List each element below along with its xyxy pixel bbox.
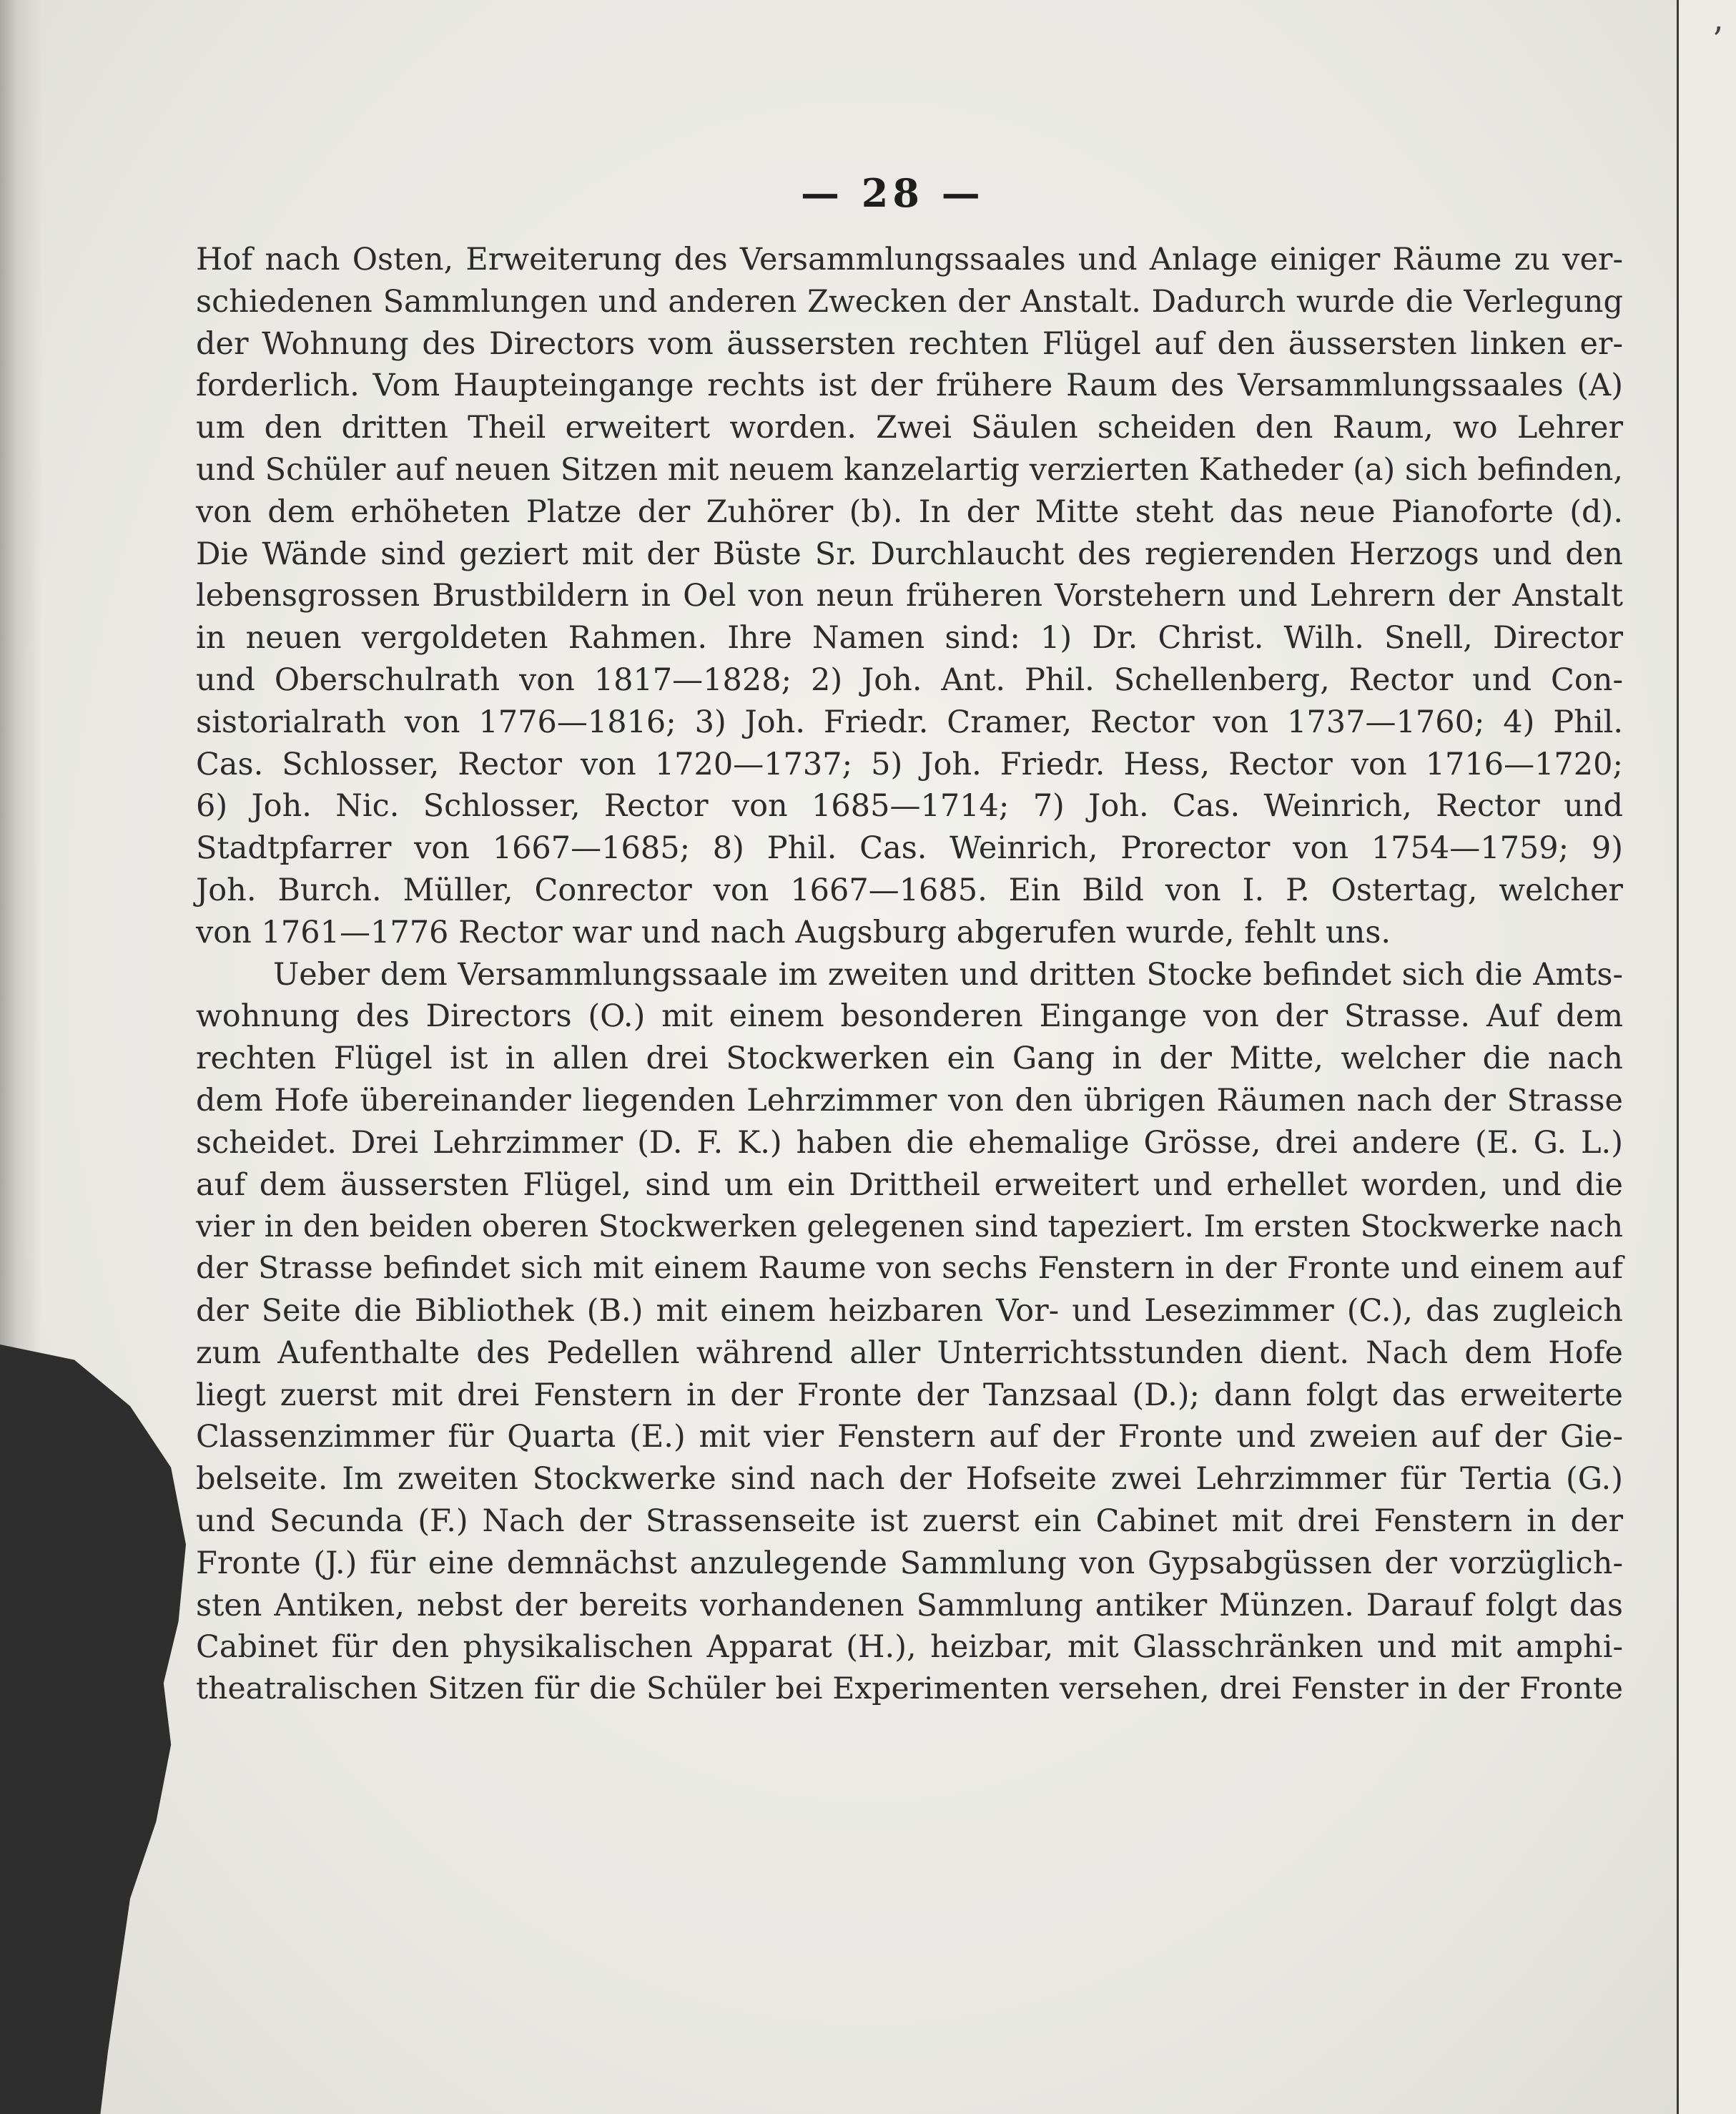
text-line: auf dem äussersten Flügel, sind um ein Drittheil erweitert und erhellet worden, und die [196, 1166, 1623, 1203]
bleed-through-mark: ’ [1712, 20, 1723, 60]
text-line: und Schüler auf neuen Sitzen mit neuem kanzelartig verzierten Katheder (a) sich befinden, [196, 451, 1623, 488]
text-line: sten Antiken, nebst der bereits vorhandenen Sammlung antiker Münzen. Darauf folgt das [196, 1587, 1623, 1623]
text-line: lebensgrossen Brustbildern in Oel von neun früheren Vorstehern und Lehrern der Anstalt [196, 578, 1623, 614]
text-line: und Secunda (F.) Nach der Strassenseite ist zuerst ein Cabinet mit drei Fenstern in der [196, 1503, 1623, 1539]
text-line: rechten Flügel ist in allen drei Stockwerken ein Gang in der Mitte, welcher die nach [196, 1041, 1623, 1077]
text-line: schiedenen Sammlungen und anderen Zwecken der Anstalt. Dadurch wurde die Verlegung [196, 283, 1623, 320]
text-line: Cabinet für den physikalischen Apparat (H.), heizbar, mit Glasschränken und mit amphi- [196, 1629, 1623, 1666]
text-line: der Strasse befindet sich mit einem Raume von sechs Fenstern in der Fronte und einem auf [196, 1251, 1623, 1287]
text-line: Classenzimmer für Quarta (E.) mit vier Fenstern auf der Fronte und zweien auf der Gie- [196, 1419, 1623, 1455]
text-line: Cas. Schlosser, Rector von 1720—1737; 5) Joh. Friedr. Hess, Rector von 1716—1720; [196, 746, 1623, 782]
text-line: von 1761—1776 Rector war und nach Augsburg abgerufen wurde, fehlt uns. [196, 914, 1391, 950]
text-line: der Wohnung des Directors vom äussersten rechten Flügel auf den äussersten linken er- [196, 325, 1623, 362]
text-line: zum Aufenthalte des Pedellen während aller Unterrichtsstunden dient. Nach dem Hofe [196, 1334, 1623, 1371]
text-line: Hof nach Osten, Erweiterung des Versammlungssaales und Anlage einiger Räume zu ver- [196, 242, 1623, 277]
text-line: 6) Joh. Nic. Schlosser, Rector von 1685—1714; 7) Joh. Cas. Weinrich, Rector und [196, 788, 1623, 825]
text-line: Fronte (J.) für eine demnächst anzulegende Sammlung von Gypsabgüssen der vorzüglich- [196, 1545, 1623, 1581]
text-line: wohnung des Directors (O.) mit einem besonderen Eingange von der Strasse. Auf dem [196, 998, 1623, 1035]
text-line: Joh. Burch. Müller, Conrector von 1667—1685. Ein Bild von I. P. Ostertag, welcher [196, 872, 1623, 908]
text-line: der Seite die Bibliothek (B.) mit einem heizbaren Vor- und Lesezimmer (C.), das zugleich [196, 1292, 1623, 1329]
paragraph-1 [196, 239, 1623, 954]
page-number: — 28 — [801, 170, 985, 216]
paragraph-2 [196, 954, 1623, 1711]
text-line: Stadtpfarrer von 1667—1685; 8) Phil. Cas. Weinrich, Prorector von 1754—1759; 9) [196, 830, 1623, 867]
text-line: um den dritten Theil erweitert worden. Zwei Säulen scheiden den Raum, wo Lehrer [196, 410, 1623, 446]
text-line: von dem erhöheten Platze der Zuhörer (b). In der Mitte steht das neue Pianoforte (d). [196, 493, 1623, 530]
binding-shadow [0, 0, 43, 1359]
scan-border-right [1677, 0, 1736, 2114]
text-line: theatralischen Sitzen für die Schüler bei Experimenten versehen, drei Fenster in der Fronte [196, 1671, 1623, 1707]
text-line: Die Wände sind geziert mit der Büste Sr. Durchlaucht des regierenden Herzogs und den [196, 536, 1623, 572]
text-line: liegt zuerst mit drei Fenstern in der Fronte der Tanzsaal (D.); dann folgt das erweiterte [196, 1377, 1623, 1413]
text-line: in neuen vergoldeten Rahmen. Ihre Namen sind: 1) Dr. Christ. Wilh. Snell, Director [196, 620, 1623, 657]
text-line: scheidet. Drei Lehrzimmer (D. F. K.) haben die ehemalige Grösse, drei andere (E. G. L.) [196, 1124, 1623, 1161]
text-line: und Oberschulrath von 1817—1828; 2) Joh. Ant. Phil. Schellenberg, Rector und Con- [196, 662, 1623, 698]
text-line: belseite. Im zweiten Stockwerke sind nach der Hofseite zwei Lehrzimmer für Tertia (G.) [196, 1461, 1623, 1498]
text-line: sistorialrath von 1776—1816; 3) Joh. Friedr. Cramer, Rector von 1737—1760; 4) Phil. [196, 704, 1623, 740]
text-line: Ueber dem Versammlungssaale im zweiten und dritten Stocke befindet sich die Amts- [273, 956, 1623, 993]
text-line: forderlich. Vom Haupteingange rechts ist der frühere Raum des Versammlungssaales (A) [196, 368, 1623, 404]
text-line: vier in den beiden oberen Stockwerken gelegenen sind tapeziert. Im ersten Stockwerke nach [196, 1209, 1623, 1244]
text-line: dem Hofe übereinander liegenden Lehrzimmer von den übrigen Räumen nach der Strasse [196, 1082, 1623, 1119]
body-text [196, 239, 1623, 1711]
